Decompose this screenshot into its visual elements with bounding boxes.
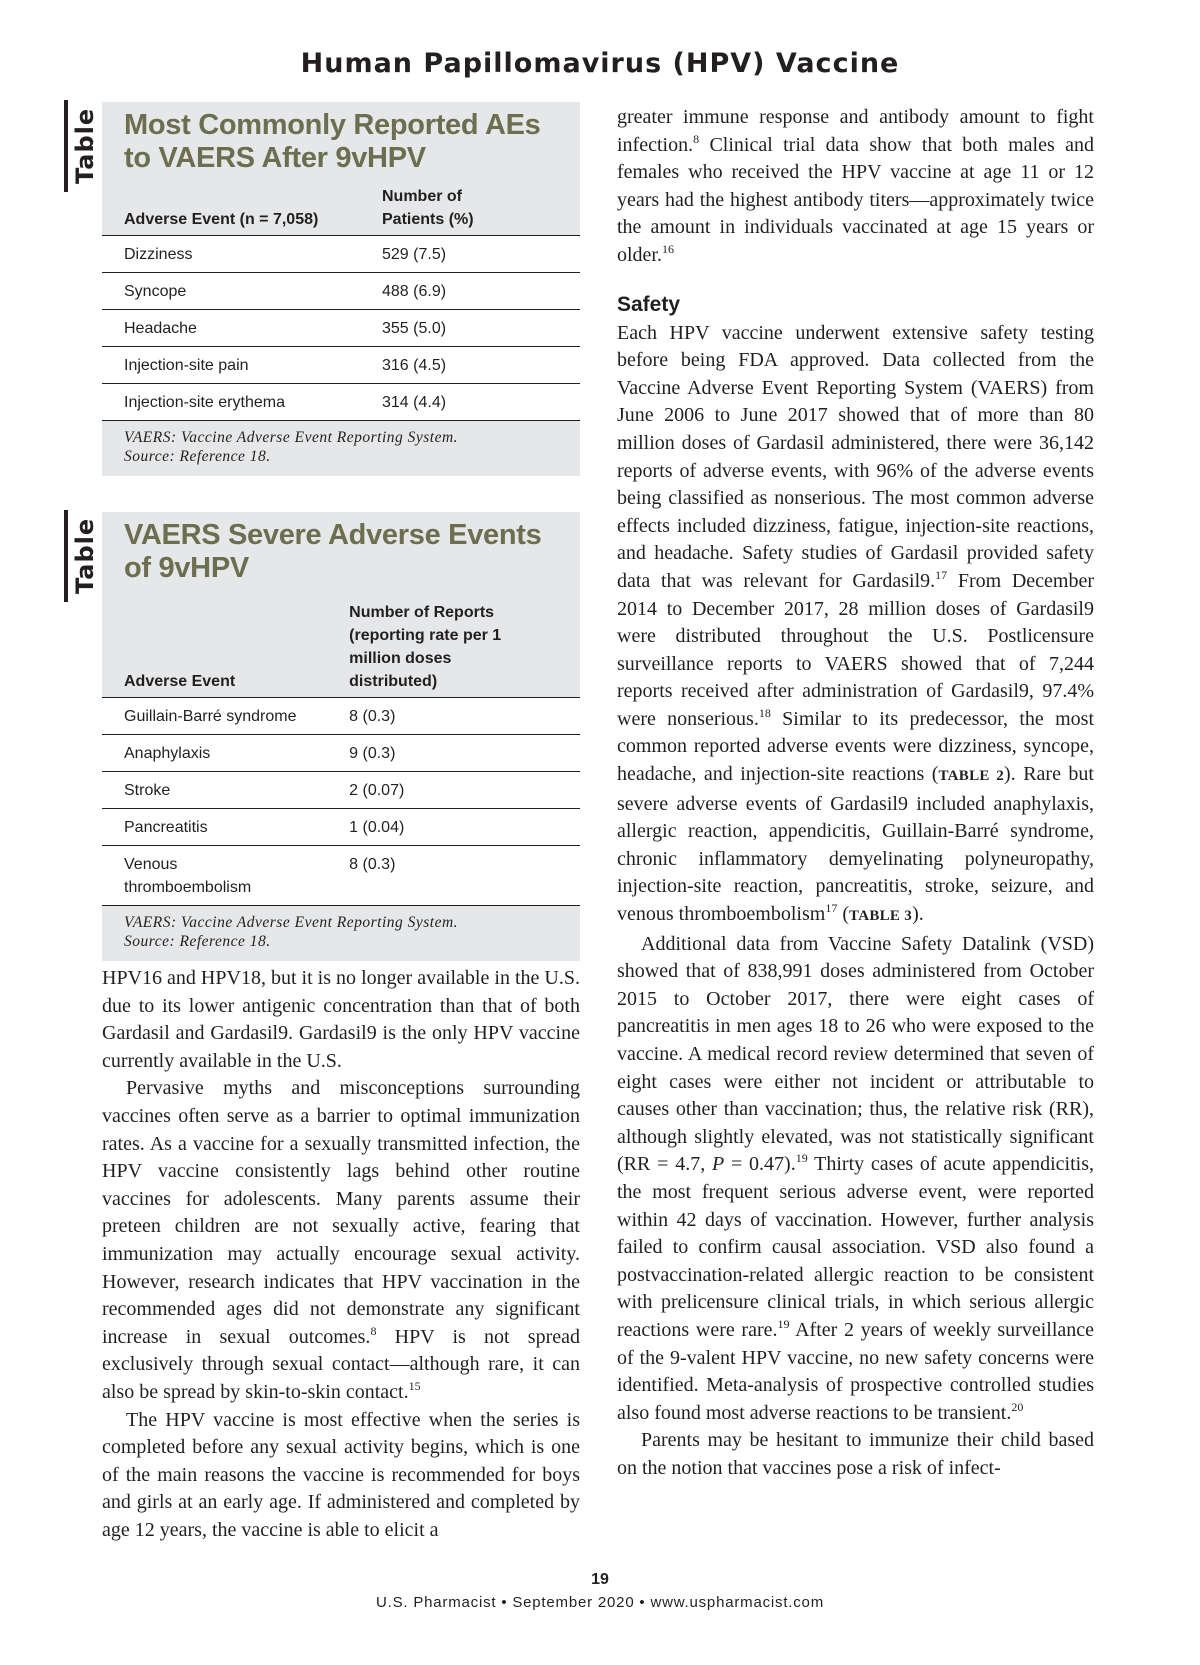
table-2-event-cell: Dizziness [102,236,374,273]
table-2-reference: TABLE 2 [938,768,1005,785]
table-2-col-count-line1: Number of [382,188,462,205]
table-2-col-count-line2: Patients (%) [382,211,474,228]
table-3-footnote-line1: VAERS: Vaccine Adverse Event Reporting System. [124,914,459,931]
table-3-col-count-line4: distributed) [349,673,438,690]
table-3-event-cell: Anaphylaxis [102,735,341,772]
table-2-col-count-header [374,185,580,236]
table-row [102,236,580,273]
citation: 15 [408,1378,421,1393]
table-3-label: Table [64,510,102,602]
table-3 [102,512,580,961]
table-3-col-count-header [341,601,580,698]
table-row [102,273,580,310]
citation: 17 [935,567,948,582]
table-row [102,347,580,384]
citation: 8 [693,131,700,146]
page-number: 19 [591,1571,609,1588]
table-3-col-count-line3: million doses [349,650,452,667]
table-3-col-count-line1: Number of Reports [349,604,495,621]
citation: 16 [662,241,674,256]
table-2-value-cell: 529 (7.5) [374,236,580,273]
table-3-footnote-line2: Source: Reference 18. [124,933,271,950]
table-2-footnote-line1: VAERS: Vaccine Adverse Event Reporting System. [124,429,459,446]
table-2-value-cell: 314 (4.4) [374,384,580,421]
citation: 20 [1011,1399,1024,1414]
left-paragraph-3: The HPV vaccine is most effective when the series is completed before any sexual activity begins, which is one of the main reasons the vaccine is recommended for boys and girls at an early age. If administered and completed by age 12 years, the vaccine is able to elicit a [102,1408,580,1541]
table-2-footnote-line2: Source: Reference 18. [124,448,271,465]
table-2-title [102,102,580,175]
running-header: Human Papillomavirus (HPV) Vaccine [300,48,900,79]
safety-paragraph-2: Additional data from Vaccine Safety Datalink (VSD) showed that of 838,991 doses administered from October 2015 to October 2017, there were eight cases of pancreatitis in men ages 18 to 26 who were exposed to the vaccine. A medical record review determined that seven of eight cases were either not incident or attributable to causes other than vaccination; thus, the relative risk (RR), although slightly elevated, was not statistically significant (RR = 4.7, P = 0.47).$^{19}$ Thirty cases of acute appendicitis, the most frequent serious adverse event, were reported within 42 days of vaccination. However, further analysis failed to confirm causal association. VSD also found a postvaccination-related allergic reaction to be consistent with prelicensure clinical trials, in which serious allergic reactions were rare.$^{19}$ After 2 years of weekly surveillance of the 9-valent HPV vaccine, no new safety concerns were identified. Meta-analysis of prospective controlled studies also found most adverse reactions to be transient.$^{20}$ [617,932,1095,1424]
table-3-footnote [102,906,580,961]
table-2 [102,102,580,476]
table-2-event-cell: Injection-site erythema [102,384,374,421]
table-2-label: Table [64,100,102,192]
table-2-title-line2: to VAERS After 9vHPV [124,142,426,174]
table-2-value-cell: 488 (6.9) [374,273,580,310]
table-2-col-event-header: Adverse Event (n = 7,058) [102,185,374,236]
left-column-text [102,965,580,1544]
table-3-value-cell: 2 (0.07) [341,772,580,809]
safety-paragraph-3: Parents may be hesitant to immunize their child based on the notion that vaccines pose a risk of infect- [617,1429,1094,1479]
citation: 19 [777,1316,790,1331]
left-paragraph-1: HPV16 and HPV18, but it is no longer available in the U.S. due to its lower antigenic concentration than that of both Gardasil and Gardasil9. Gardasil9 is the only HPV vaccine currently available in the U.S. [102,967,580,1072]
table-row [102,809,580,846]
safety-heading: Safety [617,292,681,316]
table-3-value-cell: 1 (0.04) [341,809,580,846]
table-row [102,384,580,421]
table-3-col-count-line2: (reporting rate per 1 [349,627,502,644]
table-2-grid [102,185,580,421]
table-3-title [102,512,580,585]
table-2-value-cell: 316 (4.5) [374,347,580,384]
table-3-event-cell: Venous thromboembolism [102,846,341,906]
citation: 19 [795,1151,808,1166]
left-paragraph-2: Pervasive myths and misconceptions surrounding vaccines often serve as a barrier to optimal immunization rates. As a vaccine for a sexually transmitted infection, the HPV vaccine consistently lags behind other routine vaccines for adolescents. Many parents assume their preteen children are not sexually active, fearing that immunization may actually encourage sexual activity. However, research indicates that HPV vaccination in the recommended ages did not demonstrate any significant increase in sexual outcomes.$^8$ HPV is not spread exclusively through sexual contact—although rare, it can also be spread by skin-to-skin contact.$^{15}$ [102,1077,581,1403]
table-2-event-cell: Syncope [102,273,374,310]
table-3-event-cell: Guillain-Barré syndrome [102,698,341,735]
table-row [102,772,580,809]
table-2-header-row [102,185,580,236]
table-3-title-line2: of 9vHPV [124,552,249,584]
table-3-value-cell: 8 (0.3) [341,698,580,735]
safety-paragraph-1: Each HPV vaccine underwent extensive safety testing before being FDA approved. Data collected from the Vaccine Adverse Event Reporting System (VAERS) from June 2006 to June 2017 showed that of more than 80 million doses of Gardasil administered, there were 36,142 reports of adverse events, with 96% of the adverse events being classified as nonserious. The most common adverse effects included dizziness, fatigue, injection-site reactions, and headache. Safety studies of Gardasil provided safety data that was relevant for Gardasil9.17 From December 2014 to December 2017, 28 million doses of Gardasil9 were distributed throughout the U.S. Postlicensure surveillance reports to VAERS showed that of 7,244 reports received after administration of Gardasil9, 97.4% were nonserious.$^{18}$ Similar to its predecessor, the most common reported adverse events were dizziness, syncope, headache, and injection-site reactions (TABLE 2). Rare but severe adverse events of Gardasil9 included anaphylaxis, allergic reaction, appendicitis, Guillain-Barré syndrome, chronic inflammatory demyelinating polyneuropathy, injection-site reaction, pancreatitis, stroke, seizure, and venous thromboembolism$^{17}$ (TABLE 3). [617,321,1094,926]
table-2-value-cell: 355 (5.0) [374,310,580,347]
table-3-event-cell: Stroke [102,772,341,809]
table-2-event-cell: Headache [102,310,374,347]
citation: 18 [758,705,771,720]
table-row [102,310,580,347]
table-3-header-row [102,601,580,698]
table-row [102,735,580,772]
table-2-footnote [102,421,580,476]
table-3-value-cell: 9 (0.3) [341,735,580,772]
table-3-reference: TABLE 3 [849,908,913,925]
table-3-value-cell: 8 (0.3) [341,846,580,906]
table-row [102,698,580,735]
table-3-title-line1: VAERS Severe Adverse Events [124,519,542,551]
table-2-event-cell: Injection-site pain [102,347,374,384]
table-row [102,846,580,906]
right-paragraph-0: greater immune response and antibody amount to fight infection.$^8$ Clinical trial data show that both males and females who received the HPV vaccine at age 11 or 12 years had the highest antibody titers—approximately twice the amount in individuals vaccinated at age 15 years or older.$^{16}$ [617,106,1094,266]
citation: 17 [825,901,838,916]
table-3-event-cell: Pancreatitis [102,809,341,846]
table-3-col-event-header: Adverse Event [102,601,341,698]
table-2-title-line1: Most Commonly Reported AEs [124,109,541,141]
right-column-text [617,104,1094,1483]
publication-footer: U.S. Pharmacist • September 2020 • www.uspharmacist.com [376,1594,824,1611]
table-3-grid [102,601,580,906]
citation: 8 [370,1323,377,1338]
